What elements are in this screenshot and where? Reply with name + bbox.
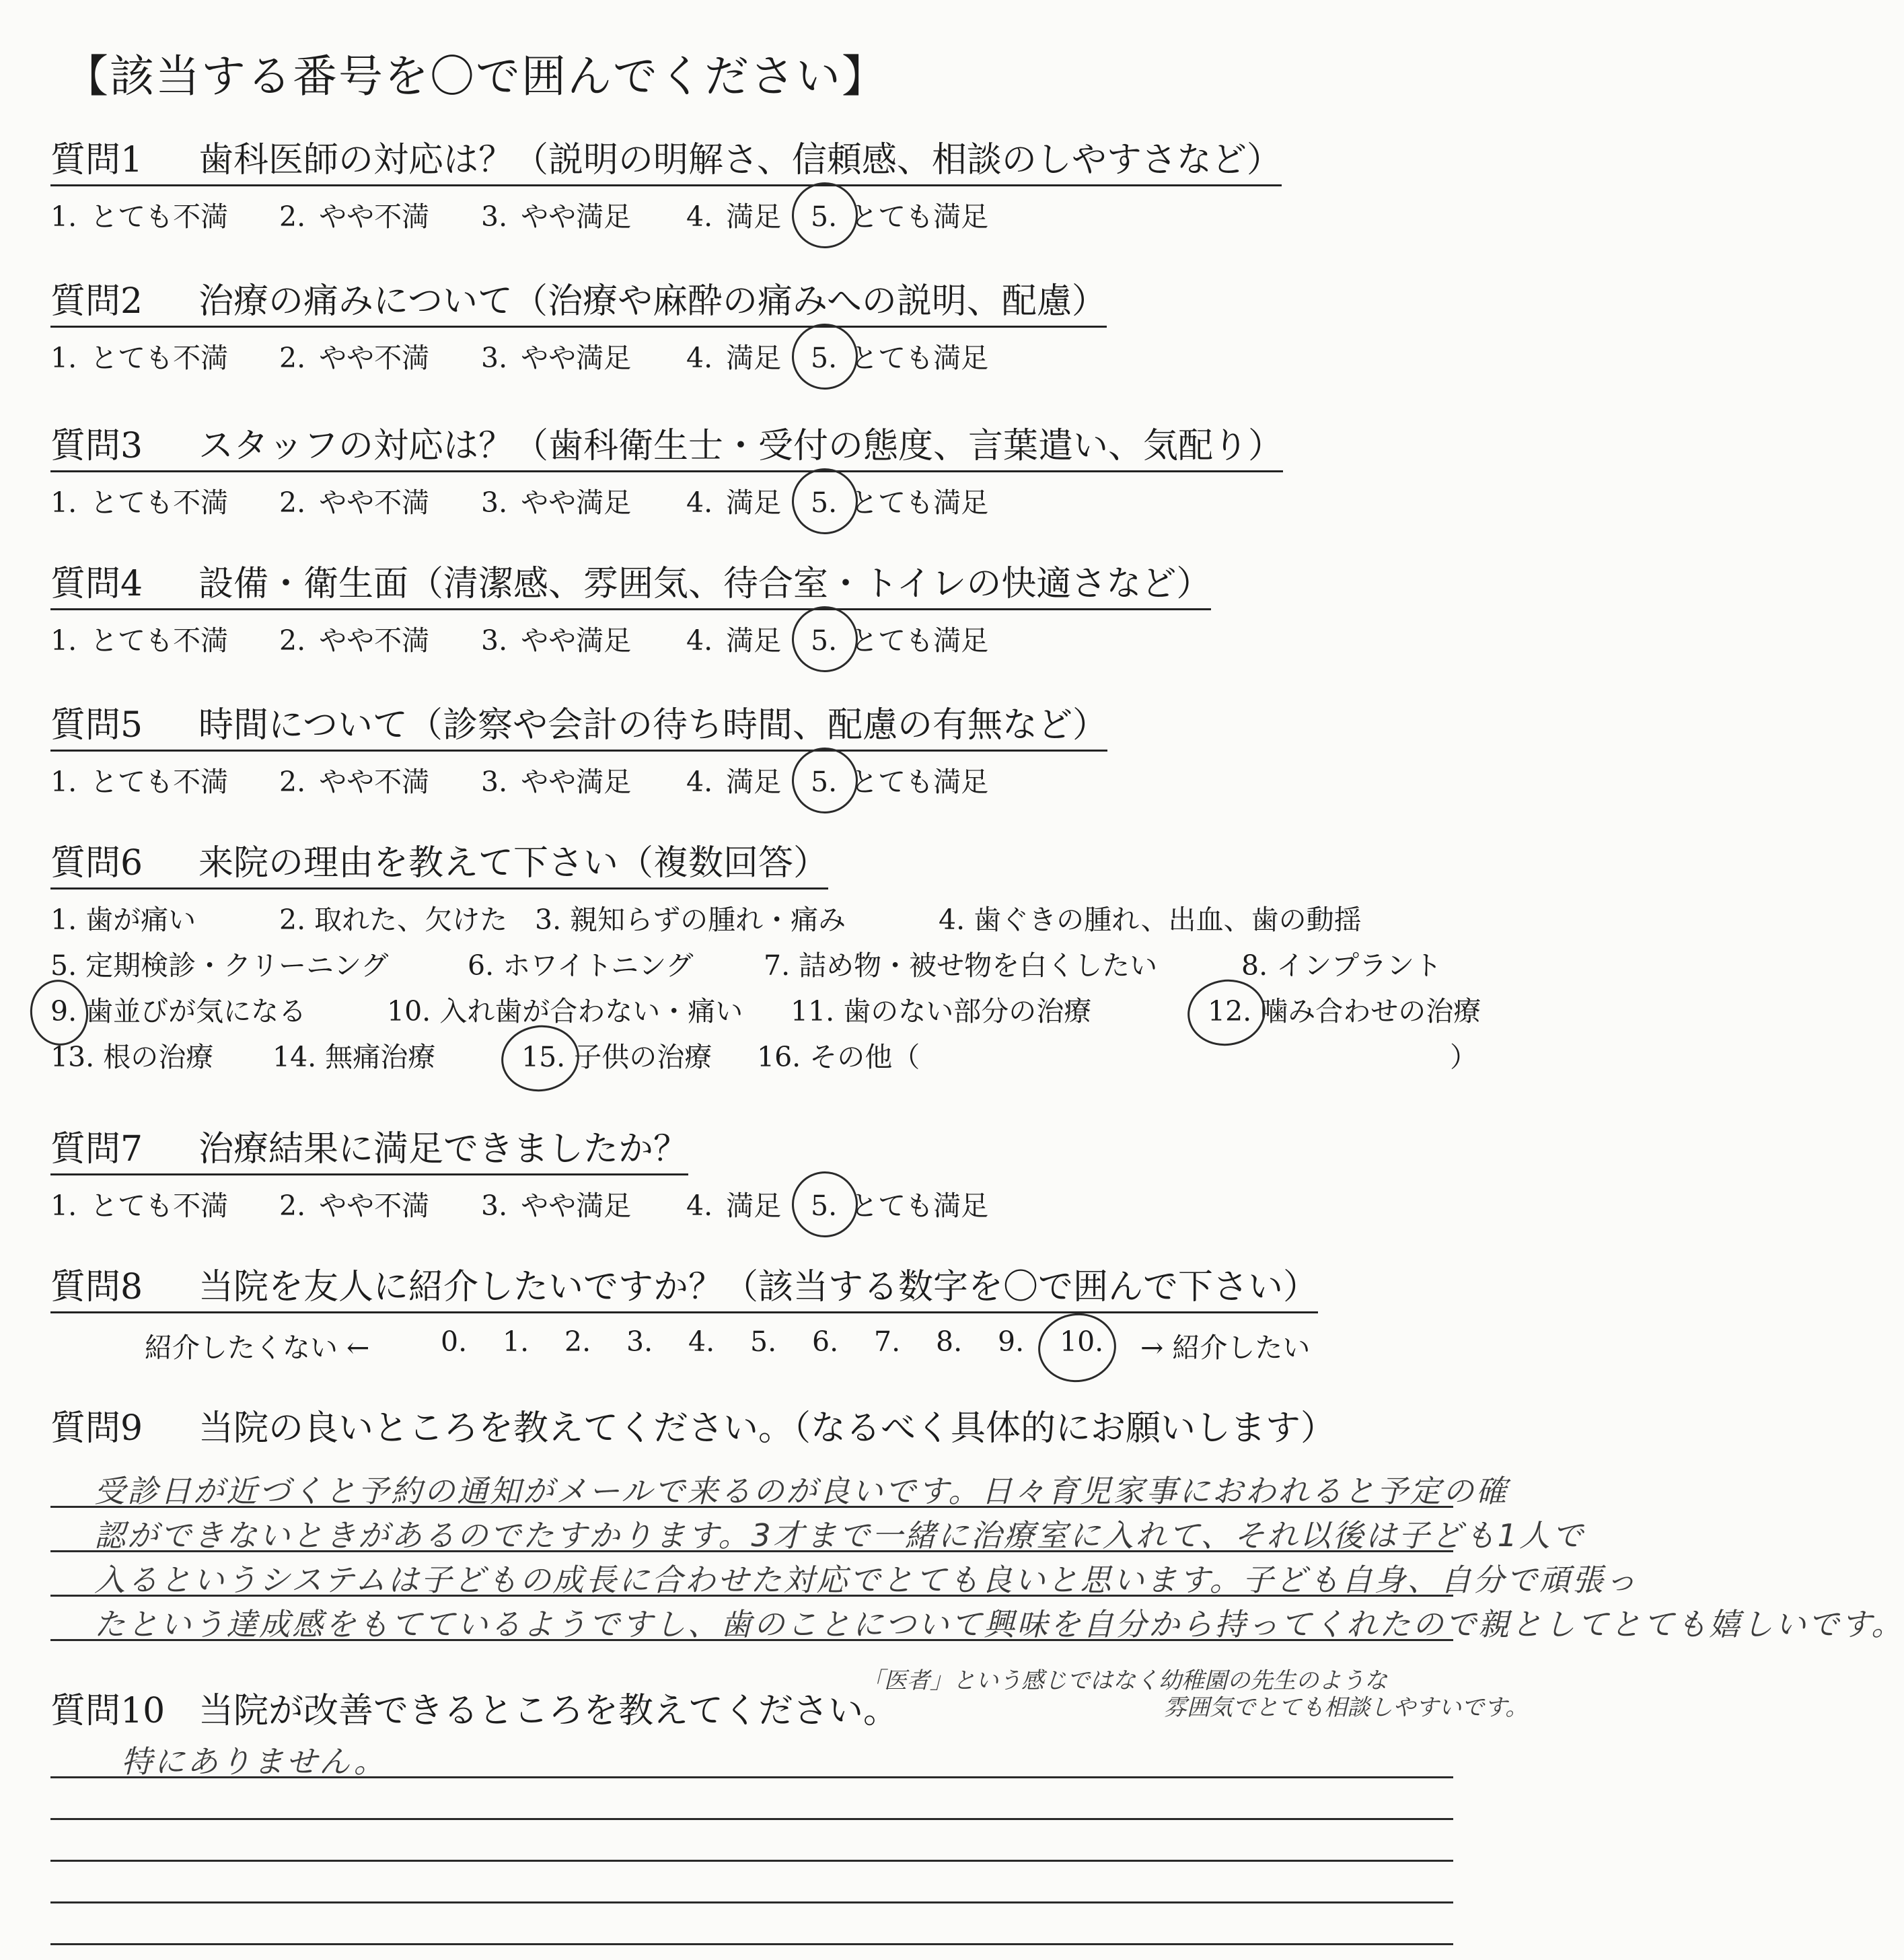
option-number: 3. [481,486,508,519]
rating-option-3[interactable] [481,194,631,234]
option-number: 3. [481,1190,508,1222]
question-heading: 質問2 治療の痛みについて（治療や麻酔の痛みへの説明、配慮） [50,273,1107,328]
rating-option-1[interactable] [50,618,228,658]
answer-line [50,1943,1453,1945]
recommend-option[interactable]: 7. [874,1326,901,1358]
answer-line [50,1901,1453,1903]
rating-options [50,336,1531,373]
question-4 [50,555,1531,656]
handwritten-note: 雰囲気でとても相談しやすいです。 [1164,1694,1529,1721]
option-number: 2. [279,624,306,657]
rating-option-3[interactable] [481,480,631,520]
question-9 [50,1400,1531,1453]
reason-row [50,1035,1531,1081]
option-number: 1. [50,201,77,233]
option-number: 4. [686,624,713,657]
option-label: とても不満 [90,486,229,519]
option-label: とても不満 [90,1190,229,1222]
rating-option-3[interactable] [481,618,631,658]
reason-option[interactable]: 11. 歯のない部分の治療 [791,995,1092,1027]
reason-option[interactable]: 2. 取れた、欠けた [279,904,508,936]
option-label: とても満足 [850,1190,989,1222]
rating-option-4[interactable] [686,760,781,799]
rating-option-1[interactable] [50,1184,228,1223]
recommend-option[interactable]: 2. [564,1326,591,1358]
option-number: 1. [50,624,77,657]
rating-option-2[interactable] [279,480,429,520]
rating-option-2[interactable] [279,618,429,658]
handwritten-answer: たという達成感をもてているようですし、歯のことについて興味を自分から持ってくれたので親としてとても嬉しいです。 [94,1606,1904,1642]
option-label: 満足 [726,1190,782,1222]
question-heading: 質問3 スタッフの対応は？（歯科衛生士・受付の態度、言葉遣い、気配り） [50,417,1283,472]
scale-right-label: → 紹介したい [1140,1332,1311,1364]
rating-option-2[interactable] [279,336,429,375]
recommend-option[interactable]: 0. [441,1326,468,1358]
option-number: 2. [279,342,306,374]
recommend-option[interactable]: 4. [688,1326,715,1358]
option-label: 満足 [726,624,782,657]
handwritten-note: 「医者」という感じではなく幼稚園の先生のような [861,1667,1387,1694]
option-number: 5. [811,1190,838,1222]
handwritten-answer: 入るというシステムは子どもの成長に合わせた対応でとても良いと思います。子ども自身、自分で頑張っ [94,1562,1638,1598]
question-heading: 質問6 来院の理由を教えて下さい（複数回答） [50,834,828,890]
question-2 [50,273,1531,373]
recommend-option[interactable]: 6. [812,1326,839,1358]
question-10 [50,1682,1531,1735]
rating-option-3[interactable] [481,336,631,375]
reason-list [50,898,1531,1081]
option-number: 4. [686,342,713,374]
question-1 [50,131,1531,232]
rating-option-2[interactable] [279,760,429,799]
selection-circle [788,1167,863,1242]
option-label: やや不満 [319,624,430,657]
option-label: やや満足 [521,624,632,657]
recommend-option[interactable]: 9. [998,1326,1025,1358]
option-label: とても満足 [850,766,989,798]
option-label: やや不満 [319,201,430,233]
option-label: やや不満 [319,342,430,374]
question-heading: 質問9 当院の良いところを教えてください。（なるべく具体的にお願いします） [50,1408,1336,1449]
question-heading: 質問5 時間について（診察や会計の待ち時間、配慮の有無など） [50,696,1107,752]
option-number: 1. [50,342,77,374]
option-label: やや満足 [521,766,632,798]
reason-option[interactable]: 10. 入れ歯が合わない・痛い [387,995,743,1027]
question-heading: 質問10 当院が改善できるところを教えてください。 [50,1691,899,1731]
question-6 [50,834,1531,1081]
reason-option[interactable]: 4. 歯ぐきの腫れ、出血、歯の動揺 [939,904,1362,936]
option-label: やや不満 [319,766,430,798]
option-number: 1. [50,486,77,519]
page-title: 【該当する番号を〇で囲んでください】 [64,50,887,102]
reason-option[interactable]: 3. 親知らずの腫れ・痛み [535,904,846,936]
scale-left-label: 紹介したくない ← [145,1332,370,1364]
recommend-option[interactable]: 3. [626,1326,653,1358]
option-number: 1. [50,1190,77,1222]
rating-option-2[interactable] [279,1184,429,1223]
rating-options [50,480,1531,518]
option-number: 3. [481,342,508,374]
reason-option[interactable]: 16. その他（ [757,1041,920,1073]
recommend-option[interactable]: 8. [936,1326,963,1358]
reason-option[interactable]: 1. 歯が痛い [50,904,196,936]
handwritten-answer: 受診日が近づくと予約の通知がメールで来るのが良いです。日々育児家事におわれると予定の確 [94,1473,1509,1509]
rating-option-1[interactable] [50,760,228,799]
recommend-option[interactable]: 5. [750,1326,777,1358]
answer-line [50,1860,1453,1862]
option-label: やや満足 [521,1190,632,1222]
reason-option[interactable]: 9. 歯並びが気になる [50,995,307,1027]
rating-options [50,760,1531,797]
option-number: 2. [279,486,306,519]
rating-option-1[interactable] [50,194,228,234]
question-heading: 質問1 歯科医師の対応は？（説明の明解さ、信頼感、相談のしやすさなど） [50,131,1282,186]
option-label: とても満足 [850,201,989,233]
option-label: とても満足 [850,342,989,374]
rating-option-4[interactable] [686,480,781,520]
rating-option-1[interactable] [50,480,228,520]
reason-option[interactable]: 6. ホワイトニング [468,949,694,982]
option-number: 3. [481,624,508,657]
rating-option-3[interactable] [481,1184,631,1223]
option-label: とても満足 [850,486,989,519]
option-label: やや不満 [319,486,430,519]
selection-circle [788,320,863,394]
question-7 [50,1120,1531,1221]
reason-option[interactable]: 7. 詰め物・被せ物を白くしたい [764,949,1158,982]
reason-option[interactable]: 13. 根の治療 [50,1041,214,1073]
option-label: とても不満 [90,342,229,374]
rating-options [50,1184,1531,1221]
reason-option[interactable]: 8. インプラント [1241,949,1442,982]
handwritten-answer: 特にありません。 [121,1743,387,1780]
option-label: とても満足 [850,624,989,657]
option-number: 3. [481,766,508,798]
selection-circle [788,178,863,253]
handwritten-answer: 認ができないときがあるのでたすかります。3才まで一緒に治療室に入れて、それ以後は子ども1人で [94,1517,1585,1554]
selection-circle [788,602,863,677]
reason-row [50,898,1531,943]
option-number: 5. [811,342,838,374]
reason-option[interactable]: 12. 噛み合わせの治療 [1208,995,1481,1027]
question-heading: 質問7 治療結果に満足できましたか？ [50,1120,688,1175]
reason-row [50,989,1531,1035]
option-number: 2. [279,766,306,798]
option-label: やや不満 [319,1190,430,1222]
option-label: やや満足 [521,342,632,374]
rating-options [50,618,1531,656]
rating-option-4[interactable] [686,618,781,658]
option-number: 4. [686,766,713,798]
question-8 [50,1258,1531,1373]
option-label: 満足 [726,766,782,798]
option-label: とても不満 [90,624,229,657]
rating-options [50,194,1531,232]
rating-option-1[interactable] [50,336,228,375]
selection-circle [788,743,863,818]
option-number: 2. [279,201,306,233]
option-number: 4. [686,486,713,519]
option-label: 満足 [726,486,782,519]
selection-circle [1033,1308,1120,1387]
option-number: 1. [50,766,77,798]
reason-option[interactable]: 5. 定期検診・クリーニング [50,949,389,982]
option-label: やや満足 [521,486,632,519]
selection-circle [788,464,863,539]
question-heading: 質問4 設備・衛生面（清潔感、雰囲気、待合室・トイレの快適さなど） [50,555,1211,610]
option-label: 満足 [726,201,782,233]
option-number: 5. [811,766,838,798]
question-5 [50,696,1531,797]
question-heading: 質問8 当院を友人に紹介したいですか？（該当する数字を〇で囲んで下さい） [50,1258,1318,1313]
reason-option[interactable]: ） [1450,1041,1477,1073]
option-number: 5. [811,624,838,657]
option-number: 5. [811,201,838,233]
rating-option-4[interactable] [686,336,781,375]
rating-option-4[interactable] [686,194,781,234]
option-label: とても不満 [90,201,229,233]
reason-row [50,943,1531,989]
answer-line [50,1818,1453,1820]
option-label: やや満足 [521,201,632,233]
rating-option-3[interactable] [481,760,631,799]
question-3 [50,417,1531,518]
recommend-option[interactable]: 1. [503,1326,529,1358]
option-label: とても不満 [90,766,229,798]
option-number: 3. [481,201,508,233]
option-number: 4. [686,201,713,233]
recommend-option[interactable]: 10. [1060,1326,1104,1358]
rating-option-2[interactable] [279,194,429,234]
reason-option[interactable]: 15. 子供の治療 [521,1041,712,1073]
rating-option-4[interactable] [686,1184,781,1223]
option-number: 5. [811,486,838,519]
reason-option[interactable]: 14. 無痛治療 [272,1041,436,1073]
option-label: 満足 [726,342,782,374]
option-number: 2. [279,1190,306,1222]
recommend-scale [50,1326,1531,1373]
option-number: 4. [686,1190,713,1222]
